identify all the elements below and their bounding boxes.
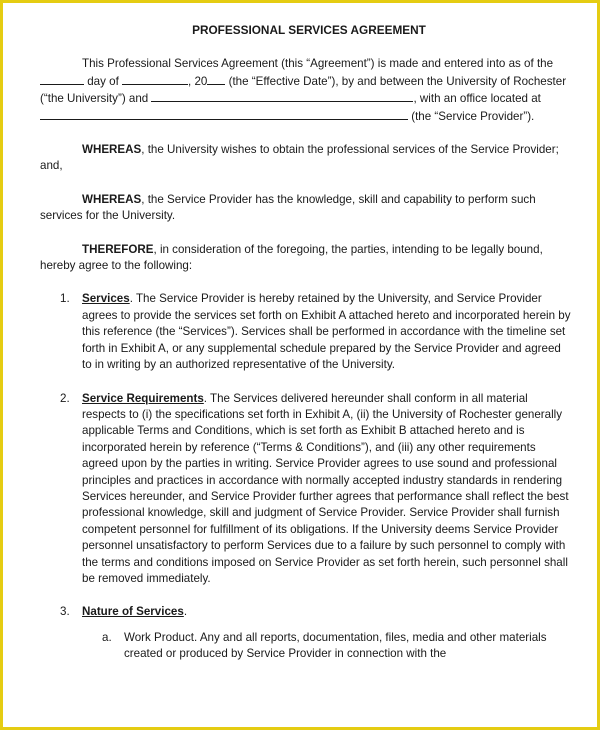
section-number: 2. [60, 391, 70, 405]
document-title: PROFESSIONAL SERVICES AGREEMENT [192, 23, 426, 37]
section-nature-of-services [40, 604, 572, 620]
section-text: . The Services delivered hereunder shall conform in all material respects to (i) the specifications set forth in Exhibit A, (ii) the University of Rochester generally applicable Terms and Conditions, which is set forth as Exhibit B attached hereto and is incorporated herein by reference (“Terms & Conditions”), and (iii) any other requirements agreed upon by the parties in writing. Service Provider agrees to use sound and professional principles and practices in accordance with normally accepted industry standards in rendering Services hereunder, and Service Provider further agrees that performance shall reflect the best professional knowledge, skill and judgment of Service Provider. Service Provider shall furnish competent personnel for fulfillment of its obligations. If the University deems Service Provider personnel unsatisfactory to perform Services due to a failure by such personnel to comply with the terms and conditions imposed on Service Provider as set forth herein, such personnel shall be removed immediately. [82, 391, 569, 585]
sections-list [40, 291, 572, 620]
intro-text-6: (the “Service Provider”). [408, 109, 535, 123]
section-heading: Service Requirements [82, 391, 204, 405]
subsection-work-product [40, 630, 572, 663]
therefore-text: , in consideration of the foregoing, the parties, intending to be legally bound, hereby agree to the following: [40, 242, 543, 273]
whereas-keyword: WHEREAS [82, 192, 142, 206]
section-heading: Nature of Services [82, 605, 184, 619]
intro-text-3: , 20 [188, 74, 208, 88]
day-blank[interactable] [40, 73, 84, 85]
section-heading: Services [82, 292, 130, 306]
section-text: . [183, 605, 188, 619]
month-blank[interactable] [122, 73, 188, 85]
year-blank[interactable] [207, 73, 225, 85]
whereas-paragraph-1 [40, 142, 572, 175]
intro-text-5: , with an office located at [413, 92, 541, 106]
intro-text-1: This Professional Services Agreement (this “Agreement”) is made and entered into as of the [82, 57, 554, 71]
intro-text-4: (the “Effective Date”), by and between the University of Rochester (“the University”) and [40, 74, 567, 106]
subsection-text: Work Product. Any and all reports, documentation, files, media and other materials created or produced by Service Provider in connection with the [124, 630, 547, 661]
section-services [40, 291, 572, 373]
provider-name-blank[interactable] [151, 90, 413, 102]
intro-text-2: day of [84, 74, 123, 88]
therefore-keyword: THEREFORE [82, 242, 154, 256]
section-text: . The Service Provider is hereby retained by the University, and Service Provider agrees to provide the services set forth on Exhibit A attached hereto and incorporated herein by this reference (the “Services”). Services shall be performed in accordance with the timeline set forth in Exhibit A, or any supplemental schedule prepared by the Service Provider and agreed to in writing by an authorized representative of the University. [82, 292, 571, 372]
section-service-requirements [40, 391, 572, 588]
whereas-keyword: WHEREAS [82, 143, 142, 157]
agreement-body [40, 22, 572, 663]
section-number: 3. [60, 605, 70, 619]
section-number: 1. [60, 292, 70, 306]
therefore-paragraph [40, 242, 572, 275]
whereas-paragraph-2 [40, 192, 572, 225]
intro-paragraph [40, 56, 572, 125]
whereas-text: , the University wishes to obtain the professional services of the Service Provider; and, [40, 143, 559, 173]
provider-address-blank[interactable] [40, 108, 408, 120]
subsection-letter: a. [102, 630, 112, 644]
whereas-text: , the Service Provider has the knowledge, skill and capability to perform such services for the University. [40, 192, 536, 223]
